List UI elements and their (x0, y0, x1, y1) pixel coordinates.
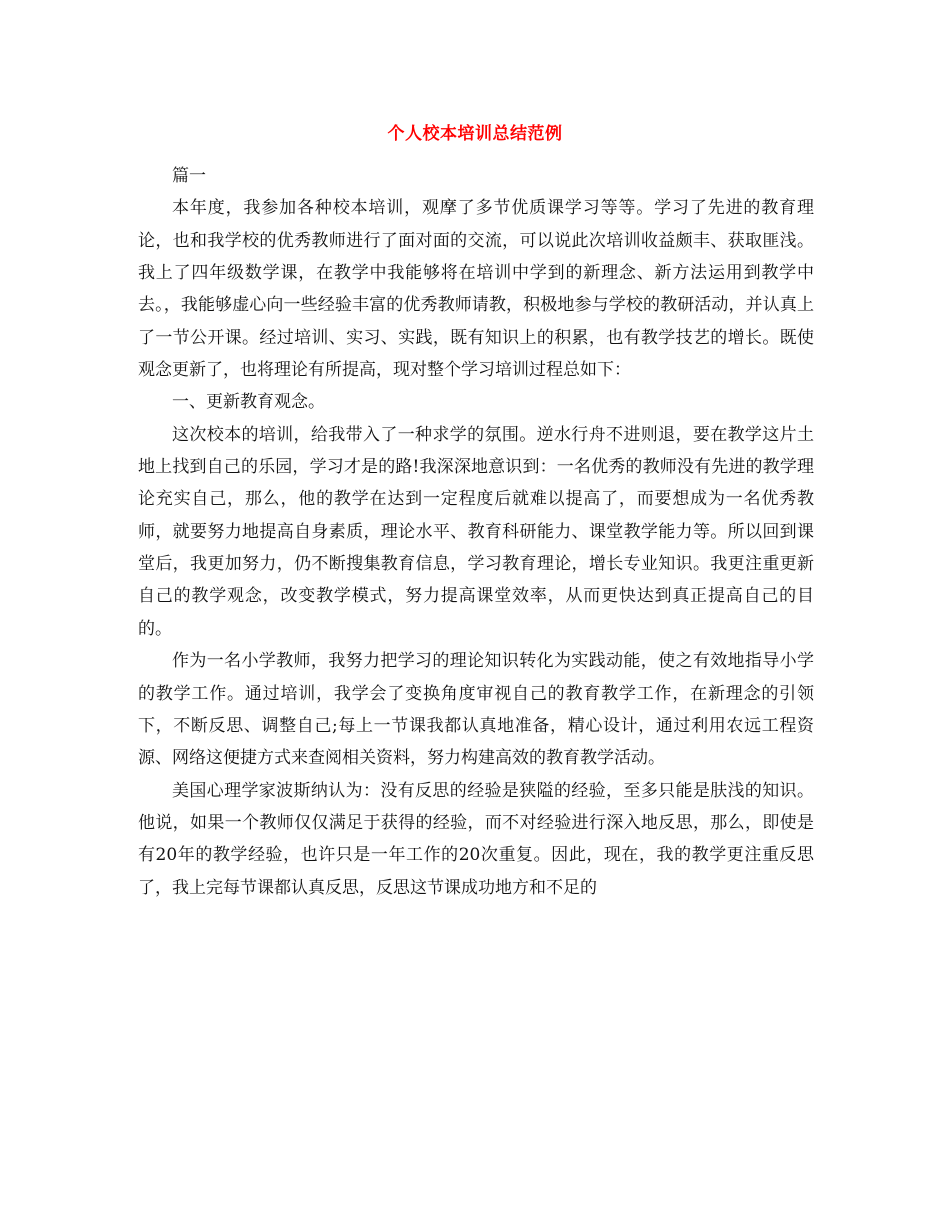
section-label: 篇一 (172, 166, 206, 186)
paragraph-primary-teacher-practice: 作为一名小学教师，我努力把学习的理论知识转化为实践动能，使之有效地指导小学的教学工作。通过培训，我学会了变换角度审视自己的教育教学工作，在新理念的引领下，不断反思、调整自己;每上一节课我都认真地准备，精心设计，通过利用农远工程资源、网络这便捷方式来查阅相关资料，努力构建高效的教育教学活动。 (138, 651, 814, 769)
paragraph-posner-reflection: 美国心理学家波斯纳认为：没有反思的经验是狭隘的经验，至多只能是肤浅的知识。他说，如果一个教师仅仅满足于获得的经验，而不对经验进行深入地反思，那么，即使是有20年的教学经验，也许只是一年工作的20次重复。因此，现在，我的教学更注重反思了，我上完每节课都认真反思，反思这节课成功地方和不足的 (138, 780, 814, 898)
heading-update-education-concept: 一、更新教育观念。 (172, 392, 325, 413)
paragraph-training-atmosphere: 这次校本的培训，给我带入了一种求学的氛围。逆水行舟不进则退，要在教学这片土地上找到自己的乐园，学习才是的路!我深深地意识到：一名优秀的教师没有先进的教学理论充实自己，那么，他的教学在达到一定程度后就难以提高了，而要想成为一名优秀教师，就要努力地提高自身素质，理论水平、教育科研能力、课堂教学能力等。所以回到课堂后，我更加努力，仍不断搜集教育信息，学习教育理论，增长专业知识。我更注重更新自己的教学观念，改变教学模式，努力提高课堂效率，从而更快达到真正提高自己的目的。 (138, 424, 814, 639)
document-title: 个人校本培训总结范例 (387, 124, 563, 144)
paragraph-intro: 本年度，我参加各种校本培训，观摩了多节优质课学习等等。学习了先进的教育理论，也和我学校的优秀教师进行了面对面的交流，可以说此次培训收益颇丰、获取匪浅。我上了四年级数学课，在教学中我能够将在培训中学到的新理念、新方法运用到教学中去。，我能够虚心向一些经验丰富的优秀教师请教，积极地参与学校的教研活动，并认真上了一节公开课。经过培训、实习、实践，既有知识上的积累，也有教学技艺的增长。既使观念更新了，也将理论有所提高，现对整个学习培训过程总如下： (138, 198, 814, 381)
document-body (138, 160, 814, 904)
